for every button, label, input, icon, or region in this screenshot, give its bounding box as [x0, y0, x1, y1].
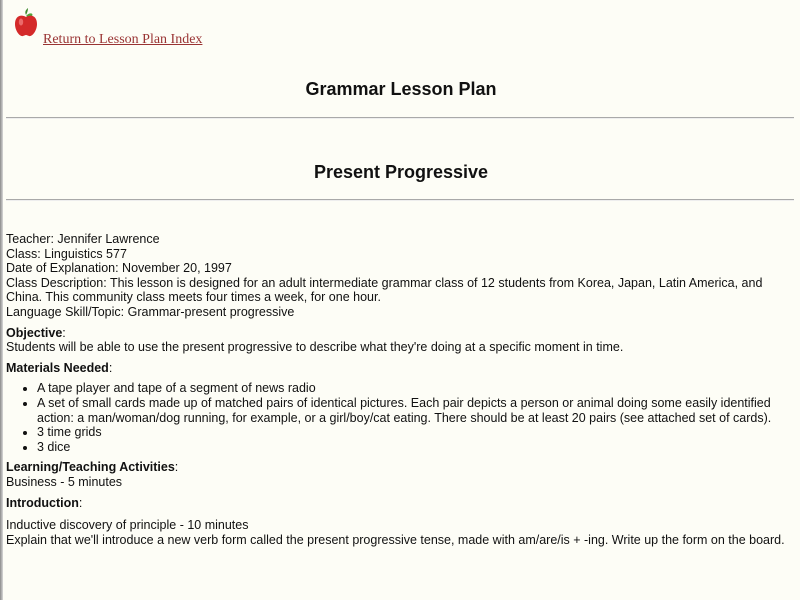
materials-heading: Materials Needed:: [6, 360, 113, 375]
list-item: • A tape player and tape of a segment of news radio: [37, 381, 796, 396]
class-info: [6, 232, 796, 320]
list-item: • A set of small cards made up of matched pairs of identical pictures. Each pair depicts a person or animal doing some easily identified action: a man/woman/dog running, for example, or a girl/boy/cat eating. There should be at least 20 pairs (see attached set of cards).: [37, 396, 796, 425]
return-to-index-link[interactable]: Return to Lesson Plan Index: [43, 32, 203, 47]
materials-list: [6, 381, 796, 454]
activities-heading: Learning/Teaching Activities:: [6, 460, 179, 475]
page-title: Grammar Lesson Plan: [305, 79, 497, 99]
date-line: Date of Explanation: November 20, 1997: [6, 261, 232, 276]
divider-bottom: [6, 199, 794, 201]
introduction-heading: Introduction:: [6, 495, 83, 510]
objective-heading: Objective:: [6, 325, 66, 340]
introduction-line-1: Inductive discovery of principle - 10 minutes: [6, 518, 249, 533]
list-item: • 3 dice: [37, 440, 796, 455]
apple-icon: [13, 8, 39, 38]
class-line: Class: Linguistics 577: [6, 246, 127, 261]
page-header: [6, 0, 796, 52]
lesson-subtitle: Present Progressive: [313, 162, 489, 182]
objective-text: Students will be able to use the present progressive to describe what they're doing at a specific moment in time.: [6, 340, 624, 355]
skill-line: Language Skill/Topic: Grammar-present progressive: [6, 304, 295, 319]
divider-top: [6, 117, 794, 119]
list-item: • 3 time grids: [37, 425, 796, 440]
class-description: Class Description: This lesson is designed for an adult intermediate grammar class of 12 students from Korea, Japan, Latin America, and China. This community class meets four times a week, for one hour.: [6, 275, 763, 305]
window-left-edge: [0, 0, 3, 600]
introduction-line-2: Explain that we'll introduce a new verb form called the present progressive tense, made with am/are/is + -ing. Write up the form on the board.: [6, 532, 785, 547]
activities-text: Business - 5 minutes: [6, 474, 123, 489]
teacher-line: Teacher: Jennifer Lawrence: [6, 232, 160, 246]
